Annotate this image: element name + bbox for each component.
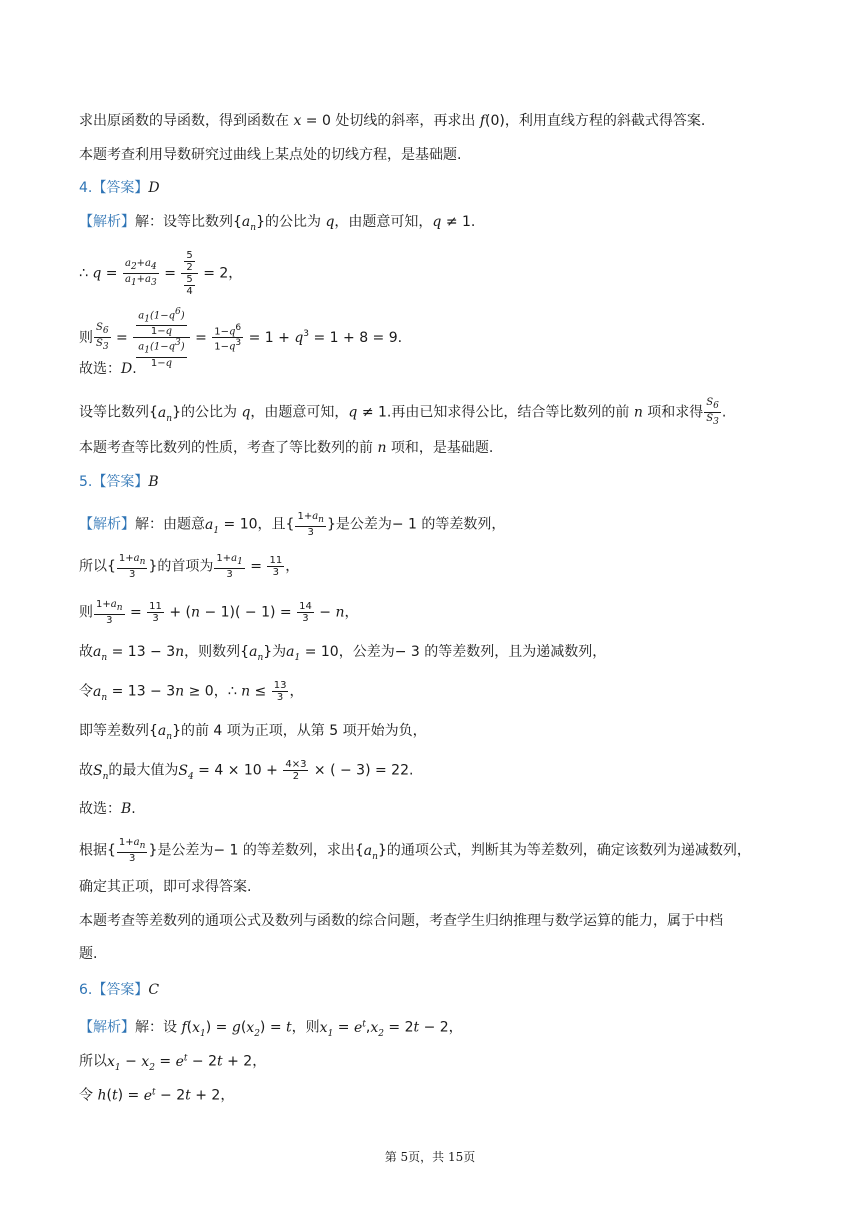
q5-line6: 即等差数列$\{a_n\}$的前 4 项为正项，从第 5 项开始为负， bbox=[79, 723, 427, 742]
q5-analysis-tag: 【解析】 bbox=[79, 516, 135, 533]
q6-line3: 令 $h(t) = e^t - 2t + 2$， bbox=[79, 1087, 235, 1104]
q5-number: 5. bbox=[79, 474, 93, 490]
q5-choice: 故选：B. bbox=[79, 801, 136, 817]
q4-line2: ∴ q = $\frac{a_2+a_4}{a_1+a_3}$ = $\frac{\frac{5}{2}}{\frac{5}{4}}$ = 2， bbox=[79, 250, 243, 297]
q6-answer-tag: 【答案】 bbox=[92, 982, 149, 998]
q4-analysis-tag: 【解析】 bbox=[79, 214, 135, 230]
q5-summary2: 确定其正项，即可求得答案. bbox=[79, 879, 252, 895]
q4-line3: 则 $\frac{S_6}{S_3}$ = $\frac{\frac{a_1(1-q^6)}{1-q}}{\frac{a_1(1-q^3)}{1-q}}$ = $\frac{1-q^6}{1-q^3}$ = $1 + q^3 = 1 + 8 = 9$. bbox=[79, 307, 403, 369]
q5-comment2: 题. bbox=[79, 946, 98, 962]
q6-answer-line bbox=[79, 979, 790, 1001]
q5-line7: 故$S_n$的最大值为$S_4 = 4 \times 10$ + $\frac{4\times 3}{2}$ × ( − 3) = 22. bbox=[79, 759, 414, 782]
q6-analysis-tag: 【解析】 bbox=[79, 1019, 135, 1036]
q5-summary1: 根据{ $\frac{1+a_n}{3}$ }是公差为− 1 的等差数列，求出$\{a_n\}$的通项公式，判断其为等差数列，确定该数列为递减数列， bbox=[79, 837, 751, 864]
q3-summary: 求出原函数的导函数，得到函数在 x = 0 处切线的斜率，再求出 f(0)，利用直线方程的斜截式得答案. bbox=[79, 113, 706, 129]
q4-line1: 【解析】解：设等比数列$\{a_n\}$的公比为 q，由题意可知，q ≠ 1. bbox=[79, 214, 476, 233]
q5-answer-tag: 【答案】 bbox=[92, 474, 149, 490]
q5-line3: 则 $\frac{1+a_n}{3}$ = $\frac{11}{3}$ + (n − 1)( − 1) = $\frac{14}{3}$ − n， bbox=[79, 599, 359, 626]
q5-line5: 令$a_n = 13 - 3n \ge 0$，∴ n ≤ $\frac{13}{3}$ ， bbox=[79, 680, 304, 703]
q6-number: 6. bbox=[79, 982, 93, 998]
q5-line4: 故$a_n = 13 - 3n$，则数列$\{a_n\}$为$a_1 = 10$，公差为− 3 的等差数列，且为递减数列， bbox=[79, 644, 607, 663]
q5-answer-line bbox=[79, 471, 790, 493]
q4-summary: 设等比数列$\{a_n\}$的公比为 q，由题意可知，q ≠ 1.再由已知求得公比，结合等比数列的前 n 项和求得 $\frac{S_6}{S_3}$ . bbox=[79, 397, 727, 427]
q3-comment: 本题考查利用导数研究过曲线上某点处的切线方程，是基础题. bbox=[79, 147, 462, 163]
q4-answer-tag: 【答案】 bbox=[92, 180, 149, 196]
q5-answer: B bbox=[148, 474, 159, 490]
q6-answer: C bbox=[148, 982, 160, 998]
q6-line2: 所以$x_1 - x_2 = e^t - 2t + 2$， bbox=[79, 1053, 267, 1073]
q6-line1: 【解析】解：设 $f(x_1) = g(x_2) = t$，则$x_1 = e^t,x_2 = 2t - 2$， bbox=[79, 1019, 463, 1039]
q4-number: 4. bbox=[79, 180, 93, 196]
q5-comment1: 本题考查等差数列的通项公式及数列与函数的综合问题，考查学生归纳推理与数学运算的能力，属于中档 bbox=[79, 913, 723, 929]
q4-answer: D bbox=[148, 180, 160, 196]
q4-choice: 故选：D. bbox=[79, 361, 137, 377]
q4-comment: 本题考查等比数列的性质，考查了等比数列的前 n 项和，是基础题. bbox=[79, 440, 494, 456]
q5-line1: 【解析】解：由题意$a_1 = 10$，且{ $\frac{1+a_n}{3}$ }是公差为− 1 的等差数列， bbox=[79, 511, 506, 538]
q5-line2: 所以{ $\frac{1+a_n}{3}$ }的首项为 $\frac{1+a_1}{3}$ = $\frac{11}{3}$ ， bbox=[79, 553, 300, 580]
q4-answer-line bbox=[79, 177, 790, 199]
page-footer: 第 5页，共 15页 bbox=[384, 1150, 476, 1164]
